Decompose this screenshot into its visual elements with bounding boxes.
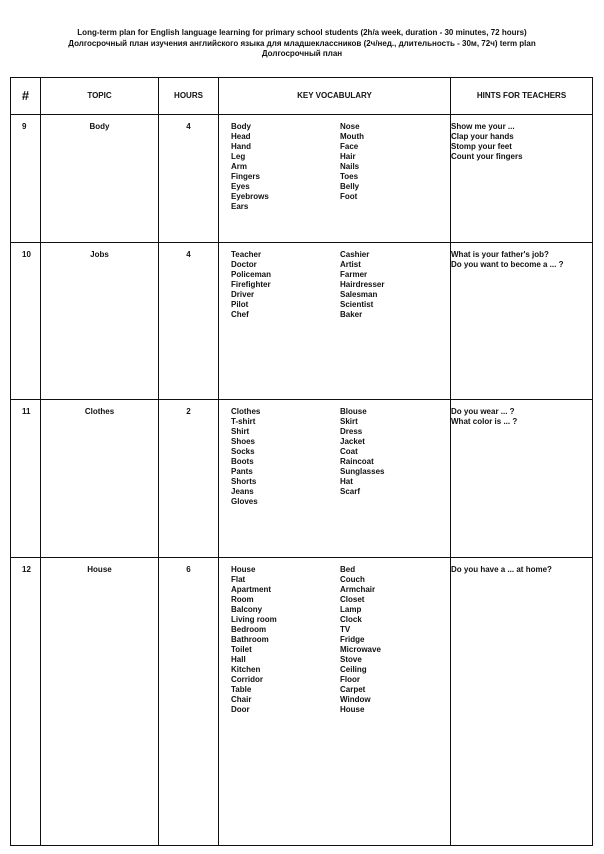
vocabulary-word: Balcony	[231, 605, 263, 614]
vocabulary-word: Doctor	[231, 260, 257, 269]
vocabulary-word: Ceiling	[340, 665, 367, 674]
table-header-row	[11, 78, 593, 115]
vocabulary-word: Toes	[340, 172, 359, 181]
teacher-hint: Do you have a ... at home?	[451, 565, 552, 574]
vocabulary-column-1	[231, 250, 340, 320]
vocabulary-word: Fingers	[231, 172, 260, 181]
vocabulary-word: Hall	[231, 655, 246, 664]
vocabulary-word: Face	[340, 142, 359, 151]
vocabulary-word: Nails	[340, 162, 360, 171]
row-number: 11	[11, 400, 41, 558]
column-header-hours: HOURS	[159, 78, 219, 115]
title-russian: Долгосрочный план изучения английского языка для младшеклассников (2ч/нед., длительность - 30м, 72ч) term plan	[68, 38, 536, 48]
vocabulary-word: Skirt	[340, 417, 358, 426]
vocabulary-column-2	[340, 565, 450, 715]
row-number: 12	[11, 558, 41, 846]
vocabulary-column-2	[340, 407, 450, 507]
vocabulary-word: Head	[231, 132, 251, 141]
teacher-hint: Count your fingers	[451, 152, 523, 161]
column-header-number: #	[11, 78, 41, 115]
vocabulary-word: Salesman	[340, 290, 378, 299]
hints-cell	[451, 558, 593, 846]
vocabulary-word: Policeman	[231, 270, 272, 279]
vocabulary-word: Ears	[231, 202, 249, 211]
vocabulary-word: Boots	[231, 457, 254, 466]
teacher-hint: Do you want to become a ... ?	[451, 260, 564, 269]
vocabulary-word: Carpet	[340, 685, 366, 694]
vocabulary-word: T-shirt	[231, 417, 256, 426]
vocabulary-word: Toilet	[231, 645, 252, 654]
vocabulary-word: Baker	[340, 310, 363, 319]
vocabulary-word: Eyes	[231, 182, 250, 191]
vocabulary-word: Cashier	[340, 250, 370, 259]
vocabulary-word: Driver	[231, 290, 255, 299]
vocabulary-columns	[219, 122, 450, 212]
teacher-hint: What color is ... ?	[451, 417, 518, 426]
vocabulary-word: Couch	[340, 575, 365, 584]
title-russian-short: Долгосрочный план	[261, 49, 343, 58]
vocabulary-column-1	[231, 407, 340, 507]
vocabulary-word: Eyebrows	[231, 192, 269, 201]
title-english: Long-term plan for English language learning for primary school students (2h/a week, duration - 30 minutes, 72 hours)	[77, 28, 527, 37]
vocabulary-cell	[219, 115, 451, 243]
vocabulary-word: Blouse	[340, 407, 367, 416]
vocabulary-word: Gloves	[231, 497, 258, 506]
vocabulary-word: Artist	[340, 260, 361, 269]
column-header-topic: TOPIC	[41, 78, 159, 115]
vocabulary-word: Bathroom	[231, 635, 269, 644]
hints-cell	[451, 243, 593, 400]
vocabulary-columns	[219, 565, 450, 715]
table-row	[11, 115, 593, 243]
vocabulary-word: TV	[340, 625, 351, 634]
vocabulary-word: Nose	[340, 122, 360, 131]
vocabulary-word: Socks	[231, 447, 255, 456]
vocabulary-word: Window	[340, 695, 371, 704]
vocabulary-word: Foot	[340, 192, 358, 201]
vocabulary-word: Hairdresser	[340, 280, 385, 289]
table-row	[11, 400, 593, 558]
vocabulary-word: Bedroom	[231, 625, 267, 634]
column-header-hints: HINTS FOR TEACHERS	[451, 78, 593, 115]
vocabulary-word: Shorts	[231, 477, 257, 486]
vocabulary-column-2	[340, 122, 450, 212]
vocabulary-word: Flat	[231, 575, 246, 584]
vocabulary-word: Table	[231, 685, 252, 694]
vocabulary-word: Farmer	[340, 270, 368, 279]
vocabulary-word: Chair	[231, 695, 252, 704]
vocabulary-cell	[219, 243, 451, 400]
column-header-key-vocabulary: KEY VOCABULARY	[219, 78, 451, 115]
teacher-hint: Do you wear ... ?	[451, 407, 515, 416]
vocabulary-word: Dress	[340, 427, 363, 436]
vocabulary-word: Chef	[231, 310, 249, 319]
teacher-hint: What is your father's job?	[451, 250, 549, 259]
vocabulary-word: Hand	[231, 142, 251, 151]
vocabulary-word: Kitchen	[231, 665, 261, 674]
vocabulary-word: Mouth	[340, 132, 364, 141]
teacher-hint: Stomp your feet	[451, 142, 512, 151]
row-number: 9	[11, 115, 41, 243]
teacher-hint: Show me your ...	[451, 122, 515, 131]
vocabulary-word: Clock	[340, 615, 362, 624]
hours-cell: 6	[159, 558, 219, 846]
vocabulary-column-1	[231, 565, 340, 715]
vocabulary-column-1	[231, 122, 340, 212]
hints-cell	[451, 400, 593, 558]
hours-cell: 4	[159, 115, 219, 243]
hints-cell	[451, 115, 593, 243]
vocabulary-word: Firefighter	[231, 280, 271, 289]
vocabulary-word: Corridor	[231, 675, 263, 684]
vocabulary-word: House	[231, 565, 256, 574]
vocabulary-cell	[219, 558, 451, 846]
vocabulary-word: Living room	[231, 615, 277, 624]
vocabulary-word: Floor	[340, 675, 360, 684]
vocabulary-cell	[219, 400, 451, 558]
vocabulary-word: Raincoat	[340, 457, 374, 466]
vocabulary-word: Scarf	[340, 487, 361, 496]
vocabulary-column-2	[340, 250, 450, 320]
row-number: 10	[11, 243, 41, 400]
vocabulary-word: Coat	[340, 447, 358, 456]
vocabulary-columns	[219, 407, 450, 507]
topic-cell: Body	[41, 115, 159, 243]
plan-table	[10, 77, 593, 846]
vocabulary-word: Door	[231, 705, 250, 714]
topic-cell: Jobs	[41, 243, 159, 400]
vocabulary-word: Sunglasses	[340, 467, 385, 476]
vocabulary-word: Hair	[340, 152, 356, 161]
hours-cell: 4	[159, 243, 219, 400]
vocabulary-word: Bed	[340, 565, 356, 574]
topic-cell: Clothes	[41, 400, 159, 558]
vocabulary-word: Stove	[340, 655, 362, 664]
vocabulary-word: House	[340, 705, 365, 714]
teacher-hint: Clap your hands	[451, 132, 514, 141]
vocabulary-word: Closet	[340, 595, 365, 604]
vocabulary-word: Lamp	[340, 605, 362, 614]
vocabulary-word: Jacket	[340, 437, 365, 446]
vocabulary-word: Belly	[340, 182, 360, 191]
vocabulary-word: Pants	[231, 467, 253, 476]
vocabulary-word: Armchair	[340, 585, 376, 594]
table-row	[11, 558, 593, 846]
table-row	[11, 243, 593, 400]
vocabulary-columns	[219, 250, 450, 320]
topic-cell: House	[41, 558, 159, 846]
vocabulary-word: Fridge	[340, 635, 365, 644]
vocabulary-word: Scientist	[340, 300, 374, 309]
vocabulary-word: Jeans	[231, 487, 254, 496]
vocabulary-word: Teacher	[231, 250, 262, 259]
vocabulary-word: Room	[231, 595, 254, 604]
vocabulary-word: Body	[231, 122, 251, 131]
document-header	[0, 28, 604, 60]
vocabulary-word: Arm	[231, 162, 248, 171]
vocabulary-word: Shirt	[231, 427, 250, 436]
vocabulary-word: Microwave	[340, 645, 381, 654]
vocabulary-word: Apartment	[231, 585, 272, 594]
vocabulary-word: Shoes	[231, 437, 256, 446]
hours-cell: 2	[159, 400, 219, 558]
vocabulary-word: Leg	[231, 152, 246, 161]
vocabulary-word: Hat	[340, 477, 353, 486]
vocabulary-word: Pilot	[231, 300, 249, 309]
vocabulary-word: Clothes	[231, 407, 261, 416]
